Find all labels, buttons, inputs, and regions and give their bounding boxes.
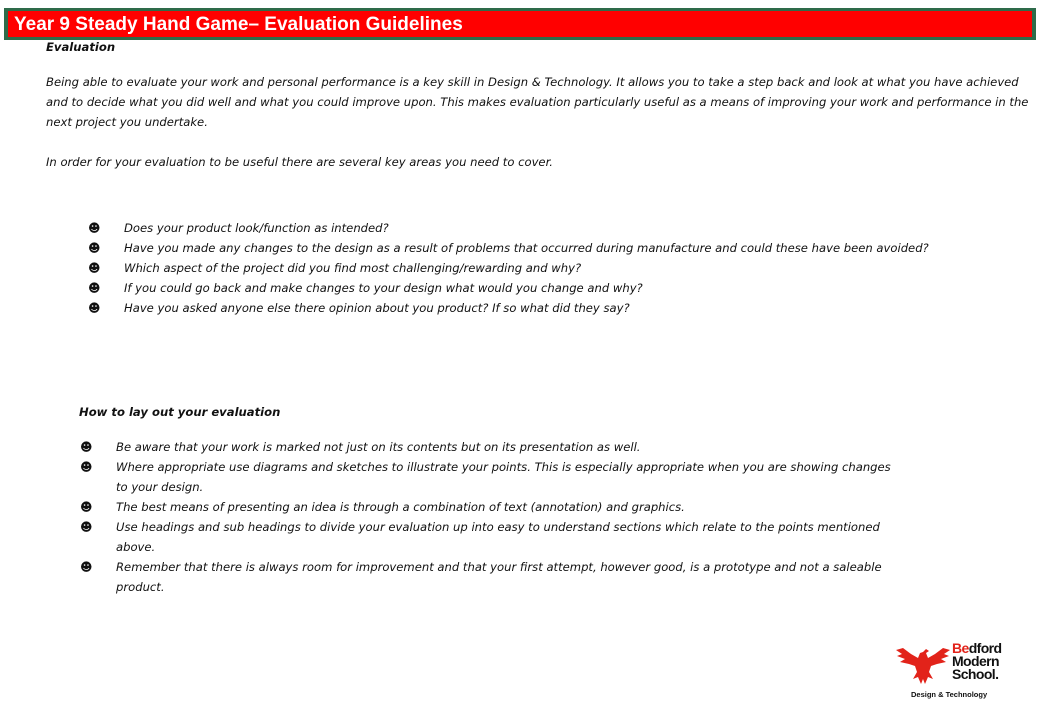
logo-line-3: School. [952,666,999,682]
list-item: ☻ Does your product look/function as intended? [88,218,968,238]
layout-points-list [80,437,906,597]
bullet-icon: ☻ [88,241,101,255]
bullet-icon: ☻ [80,500,93,514]
list-item: ☻ Have you asked anyone else there opinion about you product? If so what did they say? [88,298,968,318]
bullet-icon: ☻ [88,261,101,275]
page-title: Year 9 Steady Hand Game– Evaluation Guidelines [14,14,463,35]
list-item: ☻ Where appropriate use diagrams and sketches to illustrate your points. This is especially appropriate when you are showing changes to your design. [80,457,906,497]
logo-line-1: Bedford [952,640,1002,656]
bullet-icon: ☻ [88,281,101,295]
list-item: ☻ Which aspect of the project did you find most challenging/rewarding and why? [88,258,968,278]
bullet-icon: ☻ [80,440,93,454]
list-item: ☻ The best means of presenting an idea is through a combination of text (annotation) and graphics. [80,497,906,517]
list-item: ☻ If you could go back and make changes to your design what would you change and why? [88,278,968,298]
bullet-icon: ☻ [80,460,93,474]
logo-caption: Design & Technology [911,690,988,699]
list-item: ☻ Use headings and sub headings to divide your evaluation up into easy to understand sections which relate to the points mentioned above. [80,517,906,557]
evaluation-heading: Evaluation [46,40,116,54]
eagle-icon [895,646,951,688]
logo-line-2: Modern [952,653,999,669]
layout-section-heading: How to lay out your evaluation [79,405,281,419]
bullet-icon: ☻ [80,520,93,534]
bullet-icon: ☻ [80,560,93,574]
evaluation-questions-list [88,218,968,318]
list-item: ☻ Have you made any changes to the design as a result of problems that occurred during manufacture and could these have been avoided? [88,238,968,258]
list-item: ☻ Be aware that your work is marked not just on its contents but on its presentation as well. [80,437,906,457]
evaluation-key-areas-paragraph: In order for your evaluation to be useful there are several key areas you need to cover. [46,155,553,169]
list-item: ☻ Remember that there is always room for improvement and that your first attempt, however good, is a prototype and not a saleable product. [80,557,906,597]
bullet-icon: ☻ [88,221,101,235]
evaluation-intro-paragraph: Being able to evaluate your work and personal performance is a key skill in Design & Technology. It allows you to take a step back and look at what you have achieved and to decide what you did well and what you could improve upon. This makes evaluation particularly useful as a means of improving your work and performance in the next project you undertake. [46,75,1029,129]
bullet-icon: ☻ [88,301,101,315]
school-logo [895,640,1015,704]
